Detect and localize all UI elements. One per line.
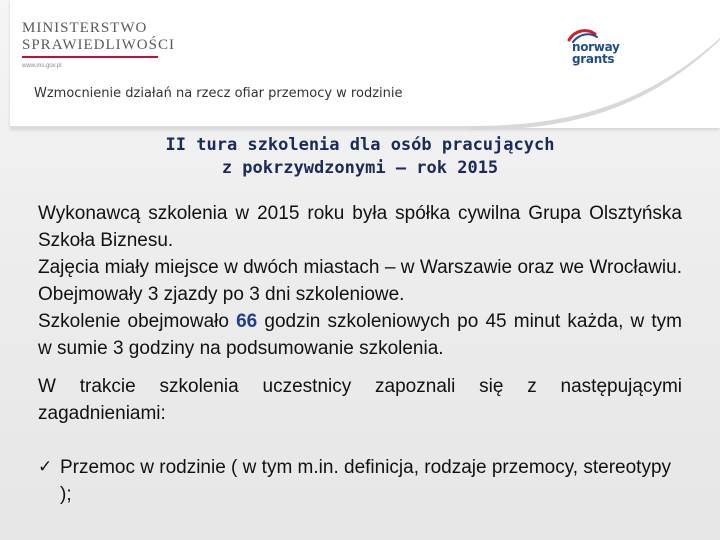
checkmark-icon: ✓ [38, 457, 53, 477]
bullet-text: Przemoc w rodzinie ( w tym m.in. definicja, rodzaje przemocy, stereotypy ); [60, 457, 672, 505]
hours-number: 66 [236, 311, 258, 332]
norway-grants-text [572, 41, 620, 65]
ministry-url: www.ms.gov.pl [22, 63, 62, 69]
ministry-logo-rule [22, 56, 158, 58]
paragraph-hours [38, 308, 682, 362]
ministry-name-line2: SPRAWIEDLIWOŚCI [22, 37, 175, 53]
slide-title [120, 134, 600, 180]
paragraph-locations: Zajęcia miały miejsce w dwóch miastach – w Warszawie oraz we Wrocławiu. Obejmowały 3 zjazdy po 3 dni szkoleniowe. [38, 257, 682, 305]
slide-body [38, 200, 682, 508]
paragraph-topics-intro: W trakcie szkolenia uczestnicy zapoznali się z następującymi zagadnieniami: [38, 376, 682, 424]
norway-grants-logo [565, 24, 635, 74]
ministry-logo [22, 20, 175, 69]
ministry-name-line1: MINISTERSTWO [22, 20, 148, 36]
slide-title-line2: z pokrzywdzonymi – rok 2015 [221, 158, 499, 178]
paragraph-contractor: Wykonawcą szkolenia w 2015 roku była spółka cywilna Grupa Olsztyńska Szkoła Biznesu. [38, 203, 682, 251]
list-item [38, 454, 682, 508]
norway-grants-line2: grants [572, 52, 615, 66]
slide-title-line1: II tura szkolenia dla osób pracujących [165, 135, 555, 155]
norway-grants-line1: norway [572, 40, 620, 54]
project-title: Wzmocnienie działań na rzecz ofiar przemocy w rodzinie [34, 86, 403, 101]
hours-text-start: Szkolenie obejmowało [38, 311, 237, 332]
hours-text-end: godzin szkoleniowych po 45 minut każda, w tym w sumie 3 godziny na podsumowanie szkolenia. [38, 311, 682, 359]
